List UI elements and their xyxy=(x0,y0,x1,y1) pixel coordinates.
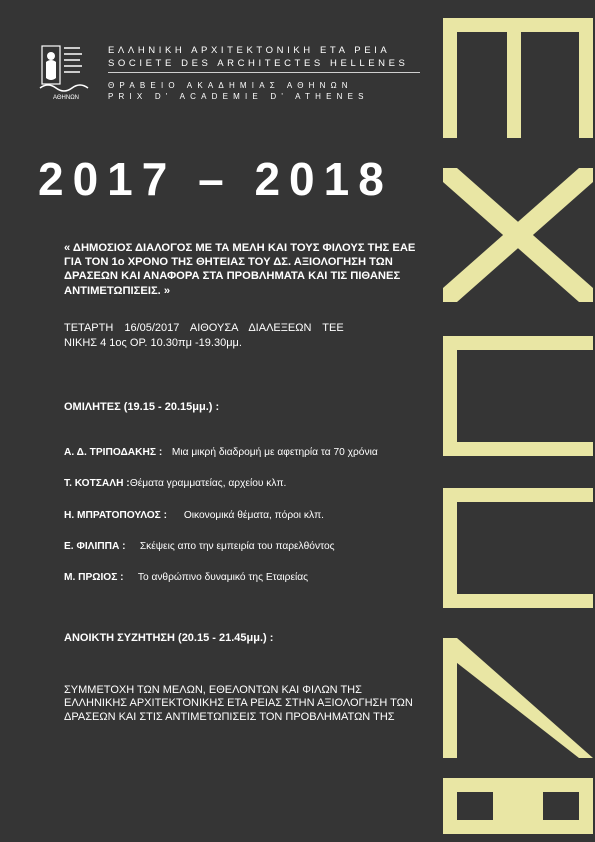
speaker-talk: Θέματα γραμματείας, αρχείου κλπ. xyxy=(129,478,287,489)
page-title: 2017 – 2018 xyxy=(38,153,393,205)
event-details xyxy=(64,321,364,351)
event-topic: « ΔΗΜΟΣΙΟΣ ΔΙΑΛΟΓΟΣ ΜΕ ΤΑ ΜΕΛΗ ΚΑΙ ΤΟΥΣ ΦΙΛΟΥΣ ΤΗΣ ΕΑΕ ΓΙΑ ΤΟΝ 1ο ΧΡΟΝΟ ΤΗΣ ΘΗΤΕΙΑΣ ΤΟΥ ΔΣ. ΑΞΙΟΛΟΓΗΣΗ ΤΩΝ ΔΡΑΣΕΩΝ ΚΑΙ ΑΝΑΦΟΡΑ ΣΤΑ ΠΡΟΒΛΗΜΑΤΑ ΚΑΙ ΤΙΣ ΠΙΘΑΝΕΣ ΑΝΤΙΜΕΤΩΠΙΣΕΙΣ. » xyxy=(64,242,416,297)
speaker-talk: Το ανθρώπινο δυναμικό της Εταιρείας xyxy=(137,572,309,583)
speaker-name: Α. Δ. ΤΡΙΠΟΔΑΚΗΣ : xyxy=(64,447,163,458)
speaker-name: Ε. ΦΙΛΙΠΠΑ : xyxy=(64,541,126,552)
speaker-name: Μ. ΠΡΩΙΟΣ : xyxy=(64,572,124,583)
speaker-talk: Οικονομικά θέματα, πόροι κλπ. xyxy=(183,510,324,521)
discussion-text: ΣΥΜΜΕΤΟΧΗ ΤΩΝ ΜΕΛΩΝ, ΕΘΕΛΟΝΤΩΝ ΚΑΙ ΦΙΛΩΝ ΤΗΣ ΕΛΛΗΝΙΚΗΣ ΑΡΧΙΤΕΚΤΟΝΙΚΗΣ ΕΤΑ ΡΕΙΑΣ ΣΤΗΝ ΑΞΙΟΛΟΓΗΣΗ ΤΩΝ ΔΡΑΣΕΩΝ ΚΑΙ ΣΤΙΣ ΑΝΤΙΜΕΤΩΠΙΣΕΙΣ ΤΟΝ ΠΡΟΒΛΗΜΑΤΩΝ ΤΗΣ xyxy=(64,684,413,723)
speaker-talk: Μια μικρή διαδρομή με αφετηρία τα 70 χρόνια xyxy=(171,447,378,458)
speaker-name: Η. ΜΠΡΑΤΟΠΟΥΛΟΣ : xyxy=(64,510,168,521)
speaker-row xyxy=(64,447,378,458)
organization-name-french: SOCIETE DES ARCHITECTES HELLENES xyxy=(108,58,409,69)
speaker-row xyxy=(64,541,335,552)
divider xyxy=(108,72,420,73)
logo-caption: ΑΘΗΝΩΝ xyxy=(52,95,80,100)
organization-name-greek: ΕΛΛΗΝΙΚΗ ΑΡΧΙΤΕΚΤΟΝΙΚΗ ΕΤΑ ΡΕΙΑ xyxy=(108,45,391,56)
event-date-venue: ΤΕΤΑΡΤΗ 16/05/2017 ΑΙΘΟΥΣΑ ΔΙΑΛΕΞΕΩΝ ΤΕΕ xyxy=(64,322,344,334)
speaker-name: Τ. ΚΟΤΣΑΛΗ : xyxy=(64,478,130,489)
speakers-heading: ΟΜΙΛΗΤΕΣ (19.15 - 20.15μμ.) : xyxy=(64,401,220,413)
discussion-heading: ΑΝΟΙΚΤΗ ΣΥΖΗΤΗΣΗ (20.15 - 21.45μμ.) : xyxy=(64,632,274,644)
prize-french: PRIX D' ACADEMIE D' ATHENES xyxy=(108,92,369,101)
speaker-row xyxy=(64,478,286,489)
vertical-wordmark xyxy=(433,18,593,834)
owl-emblem-icon xyxy=(36,44,98,100)
speaker-talk: Σκέψεις απο την εμπειρία του παρελθόντος xyxy=(139,541,335,552)
speaker-row xyxy=(64,510,324,521)
speaker-row xyxy=(64,572,308,583)
event-address-time: ΝΙΚΗΣ 4 1ος ΟΡ. 10.30πμ -19.30μμ. xyxy=(64,337,242,349)
vertical-wordmark-letters xyxy=(443,18,593,834)
prize-greek: ΘΡΑΒΕΙΟ ΑΚΑΔΗΜΙΑΣ ΑΘΗΝΩΝ xyxy=(108,81,353,90)
